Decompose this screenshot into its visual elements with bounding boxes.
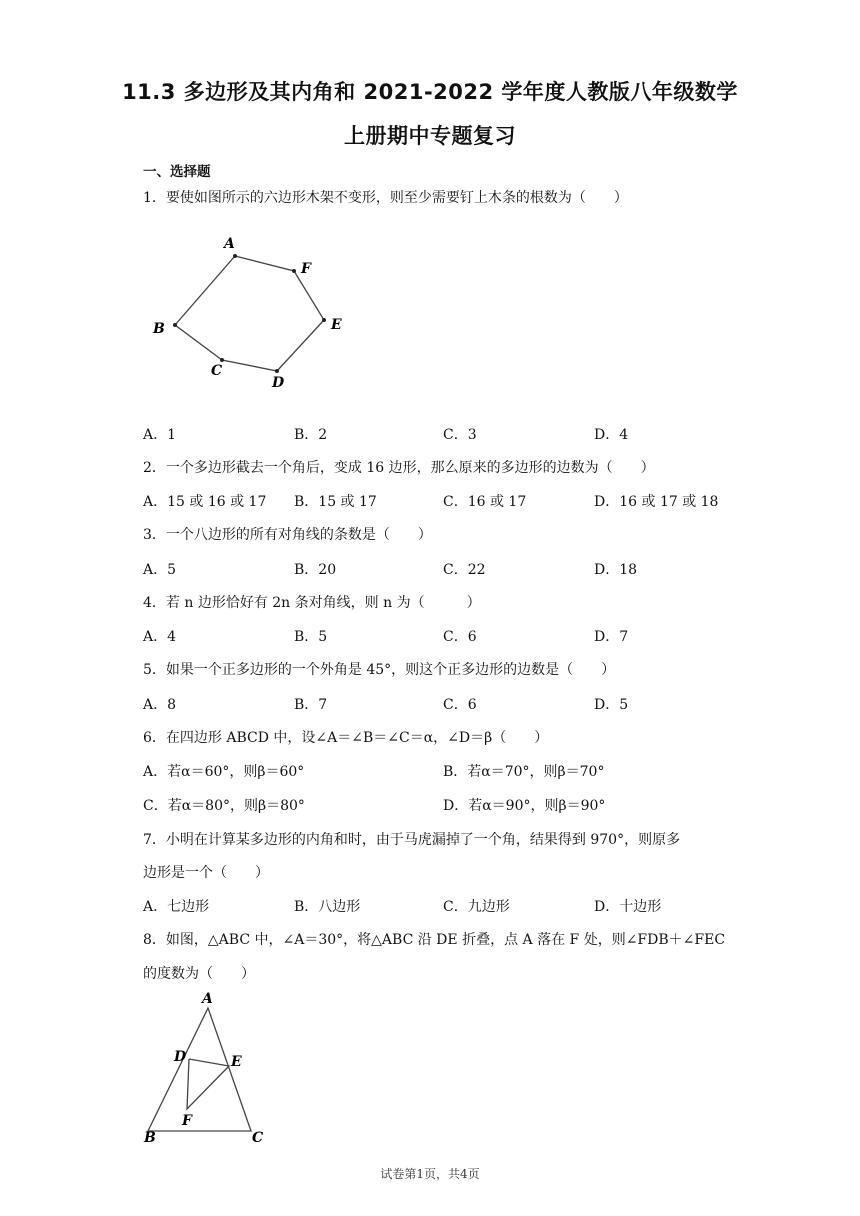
question-4-stem: 4．若 n 边形恰好有 2n 条对角线，则 n 为（ ） bbox=[143, 595, 481, 611]
q6-option-a: A．若α＝60°，则β＝60° bbox=[143, 764, 305, 780]
q4-option-b: B．5 bbox=[294, 629, 328, 645]
q1-option-c: C．3 bbox=[443, 427, 477, 443]
vertex-label-e: E bbox=[231, 1054, 242, 1070]
page-footer: 试卷第1页，共4页 bbox=[380, 1167, 480, 1181]
vertex-label-d: D bbox=[174, 1049, 187, 1065]
q2-option-a: A．15 或 16 或 17 bbox=[143, 494, 267, 510]
q6-option-b: B．若α＝70°，则β＝70° bbox=[443, 764, 605, 780]
vertex-label-a: A bbox=[224, 236, 235, 252]
question-8-stem: 8．如图，△ABC 中，∠A＝30°，将△ABC 沿 DE 折叠，点 A 落在 F 处，则∠FDB＋∠FEC bbox=[143, 932, 726, 948]
section-heading: 一、选择题 bbox=[143, 164, 211, 180]
vertex-label-c: C bbox=[252, 1130, 264, 1146]
q3-option-c: C．22 bbox=[443, 562, 486, 578]
vertex-label-e: E bbox=[331, 317, 342, 333]
vertex-label-b: B bbox=[153, 321, 165, 337]
q2-option-b: B．15 或 17 bbox=[294, 494, 377, 510]
question-5-stem: 5．如果一个正多边形的一个外角是 45°，则这个正多边形的边数是（ ） bbox=[143, 662, 616, 678]
q4-option-d: D．7 bbox=[594, 629, 629, 645]
question-3-stem: 3．一个八边形的所有对角线的条数是（ ） bbox=[143, 527, 432, 543]
q5-option-b: B．7 bbox=[294, 697, 328, 713]
q4-option-a: A．4 bbox=[143, 629, 177, 645]
vertex-label-f: F bbox=[301, 261, 311, 277]
q1-option-d: D．4 bbox=[594, 427, 629, 443]
q7-option-d: D．十边形 bbox=[594, 899, 662, 915]
question-1-stem: 1．要使如图所示的六边形木架不变形，则至少需要钉上木条的根数为（ ） bbox=[143, 190, 628, 206]
q5-option-c: C．6 bbox=[443, 697, 477, 713]
question-7-stem: 7．小明在计算某多边形的内角和时，由于马虎漏掉了一个角，结果得到 970°，则原多 bbox=[143, 832, 681, 848]
vertex-label-d: D bbox=[272, 375, 285, 391]
document-title-line2: 上册期中专题复习 bbox=[344, 124, 516, 148]
vertex-label-b: B bbox=[144, 1130, 156, 1146]
q7-option-b: B．八边形 bbox=[294, 899, 361, 915]
q7-option-c: C．九边形 bbox=[443, 899, 510, 915]
q7-option-a: A．七边形 bbox=[143, 899, 210, 915]
q6-option-c: C．若α＝80°，则β＝80° bbox=[143, 798, 305, 814]
question-7-stem-cont: 边形是一个（ ） bbox=[143, 865, 269, 881]
vertex-label-f: F bbox=[182, 1113, 192, 1129]
q6-option-d: D．若α＝90°，则β＝90° bbox=[443, 798, 606, 814]
question-2-stem: 2．一个多边形截去一个角后，变成 16 边形，那么原来的多边形的边数为（ ） bbox=[143, 460, 655, 476]
q2-option-d: D．16 或 17 或 18 bbox=[594, 494, 719, 510]
q2-option-c: C．16 或 17 bbox=[443, 494, 527, 510]
q1-option-b: B．2 bbox=[294, 427, 328, 443]
q3-option-a: A．5 bbox=[143, 562, 177, 578]
q3-option-d: D．18 bbox=[594, 562, 638, 578]
q3-option-b: B．20 bbox=[294, 562, 337, 578]
vertex-label-a: A bbox=[202, 991, 213, 1007]
hexagon-figure bbox=[140, 225, 370, 404]
q4-option-c: C．6 bbox=[443, 629, 477, 645]
document-title-line1: 11.3 多边形及其内角和 2021-2022 学年度人教版八年级数学 bbox=[122, 80, 738, 104]
q5-option-d: D．5 bbox=[594, 697, 629, 713]
vertex-label-c: C bbox=[211, 363, 223, 379]
question-8-stem-cont: 的度数为（ ） bbox=[143, 966, 255, 982]
q1-option-a: A．1 bbox=[143, 427, 177, 443]
triangle-fold-figure bbox=[140, 988, 280, 1152]
q5-option-a: A．8 bbox=[143, 697, 177, 713]
question-6-stem: 6．在四边形 ABCD 中，设∠A＝∠B＝∠C＝α，∠D＝β（ ） bbox=[143, 730, 549, 746]
